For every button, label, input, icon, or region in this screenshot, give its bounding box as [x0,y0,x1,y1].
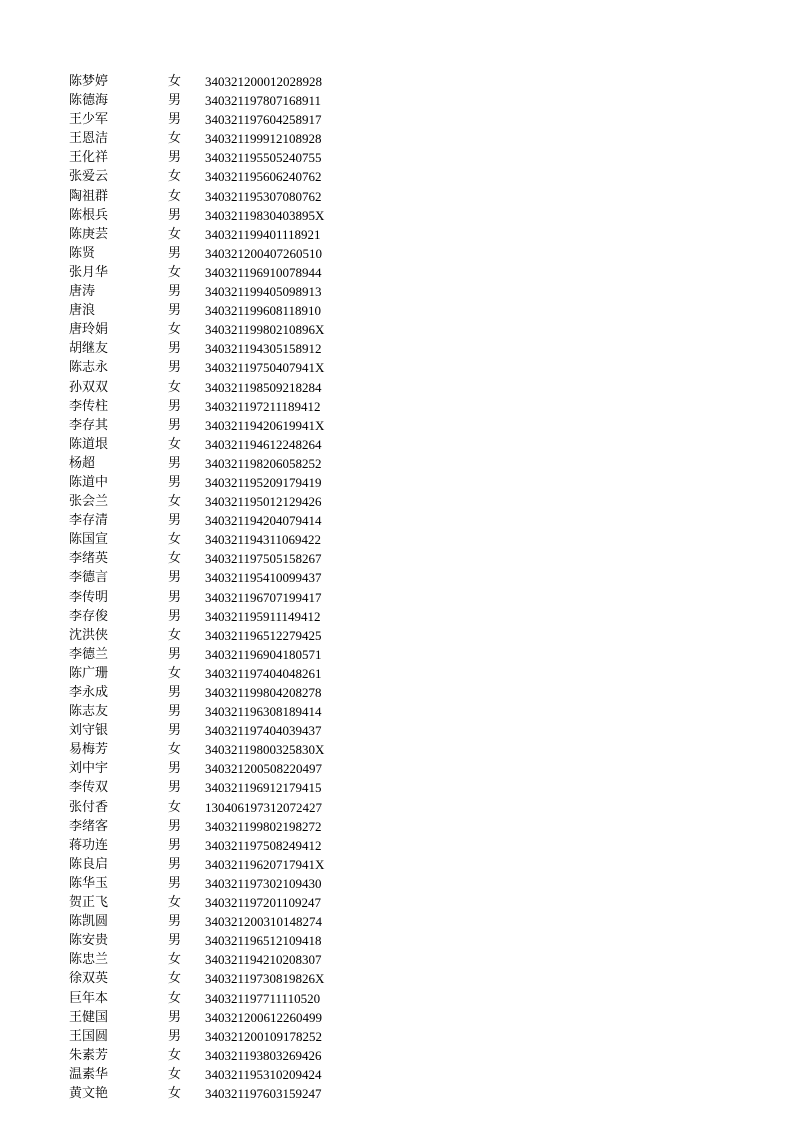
sex-cell: 女 [168,169,182,185]
table-row [0,454,793,473]
name-cell: 李传双 [69,780,109,796]
name-cell: 贺正飞 [69,895,109,911]
id-number-cell: 340321194311069422 [205,532,322,548]
id-number-cell: 340321196512279425 [205,627,322,643]
sex-cell: 男 [168,303,182,319]
sex-cell: 女 [168,436,182,452]
id-number-cell: 340321197604258917 [205,112,322,128]
id-number-cell: 340321197505158267 [205,551,322,567]
table-row [0,1084,793,1103]
name-cell: 李传柱 [69,398,109,414]
name-cell: 巨年本 [69,990,109,1006]
sex-cell: 男 [168,723,182,739]
sex-cell: 男 [168,513,182,529]
name-cell: 李存俊 [69,608,109,624]
table-row [0,473,793,492]
name-cell: 刘守银 [69,723,109,739]
table-row [0,282,793,301]
name-cell: 李绪英 [69,551,109,567]
id-number-cell: 340321199401118921 [205,226,321,242]
id-number-cell: 340321200612260499 [205,1009,322,1025]
table-row [0,148,793,167]
id-number-cell: 340321199912108928 [205,131,322,147]
table-row [0,607,793,626]
sex-cell: 女 [168,627,182,643]
sex-cell: 男 [168,150,182,166]
id-number-cell: 340321195307080762 [205,188,322,204]
name-cell: 陈安贵 [69,933,109,949]
id-number-cell: 340321200109178252 [205,1028,322,1044]
sex-cell: 男 [168,646,182,662]
id-number-cell: 34032119800325830X [205,742,325,758]
id-number-cell: 340321197404048261 [205,665,322,681]
name-cell: 陈梦婷 [69,74,109,89]
sex-cell: 女 [168,742,182,758]
id-number-cell: 340321195505240755 [205,150,322,166]
sex-cell: 女 [168,1066,182,1082]
id-number-cell: 340321196904180571 [205,646,322,662]
table-row [0,511,793,530]
table-row [0,626,793,645]
table-row [0,339,793,358]
id-number-cell: 340321195209179419 [205,474,322,490]
name-cell: 易梅芳 [69,742,109,758]
id-number-cell: 130406197312072427 [205,799,322,815]
name-cell: 王恩洁 [69,131,109,147]
sex-cell: 男 [168,818,182,834]
name-cell: 陈广珊 [69,665,109,681]
table-row [0,989,793,1008]
name-cell: 陈华玉 [69,875,109,891]
name-cell: 陈德海 [69,93,109,109]
table-row [0,187,793,206]
sex-cell: 女 [168,226,182,242]
name-cell: 张爱云 [69,169,109,185]
name-cell: 李德兰 [69,646,109,662]
table-row [0,912,793,931]
name-cell: 李绪客 [69,818,109,834]
sex-cell: 女 [168,74,182,89]
id-number-cell: 340321199405098913 [205,284,322,300]
id-number-cell: 340321197211189412 [205,398,321,414]
name-cell: 王化祥 [69,150,109,166]
sex-cell: 男 [168,608,182,624]
sex-cell: 男 [168,589,182,605]
id-number-cell: 340321198509218284 [205,379,322,395]
name-cell: 张付香 [69,799,109,815]
id-number-cell: 340321196308189414 [205,704,322,720]
id-number-cell: 340321197404039437 [205,723,322,739]
sex-cell: 女 [168,895,182,911]
sex-cell: 男 [168,1009,182,1025]
sex-cell: 女 [168,188,182,204]
name-cell: 陈志永 [69,360,109,376]
id-number-cell: 340321199608118910 [205,303,322,319]
id-number-cell: 340321200407260510 [205,245,322,261]
name-cell: 陈国宣 [69,532,109,548]
sex-cell: 男 [168,780,182,796]
name-cell: 朱素芳 [69,1047,109,1063]
id-number-cell: 340321195410099437 [205,570,322,586]
name-cell: 温素华 [69,1066,109,1082]
sex-cell: 女 [168,952,182,968]
id-number-cell: 340321194210208307 [205,952,322,968]
name-cell: 陈道中 [69,474,109,490]
id-number-cell: 340321195606240762 [205,169,322,185]
sex-cell: 女 [168,379,182,395]
table-row [0,206,793,225]
id-number-cell: 340321195310209424 [205,1066,322,1082]
table-row [0,778,793,797]
name-cell: 陈良启 [69,856,109,872]
name-cell: 唐涛 [69,284,96,300]
id-number-cell: 340321197807168911 [205,93,322,109]
sex-cell: 男 [168,245,182,261]
table-row [0,893,793,912]
sex-cell: 男 [168,570,182,586]
id-number-cell: 340321194305158912 [205,341,322,357]
table-row [0,416,793,435]
name-cell: 张月华 [69,264,109,280]
name-cell: 王少军 [69,112,109,128]
name-cell: 李存清 [69,513,109,529]
table-row [0,702,793,721]
table-row [0,91,793,110]
roster-table [0,72,793,1103]
table-row [0,740,793,759]
sex-cell: 女 [168,990,182,1006]
table-row [0,645,793,664]
id-number-cell: 340321196910078944 [205,264,322,280]
id-number-cell: 340321200012028928 [205,74,322,89]
table-row [0,855,793,874]
table-row [0,874,793,893]
name-cell: 王国圆 [69,1028,109,1044]
name-cell: 陈志友 [69,704,109,720]
name-cell: 陶祖群 [69,188,109,204]
id-number-cell: 340321193803269426 [205,1047,322,1063]
table-row [0,244,793,263]
id-number-cell: 340321196707199417 [205,589,322,605]
id-number-cell: 340321197508249412 [205,837,322,853]
id-number-cell: 340321197711110520 [205,990,321,1006]
sex-cell: 男 [168,417,182,433]
sex-cell: 女 [168,532,182,548]
table-row [0,378,793,397]
table-row [0,721,793,740]
sex-cell: 男 [168,93,182,109]
sex-cell: 男 [168,398,182,414]
table-row [0,397,793,416]
id-number-cell: 340321197201109247 [205,895,322,911]
table-row [0,225,793,244]
table-row [0,568,793,587]
sex-cell: 男 [168,360,182,376]
table-row [0,435,793,454]
table-row [0,129,793,148]
sex-cell: 女 [168,665,182,681]
id-number-cell: 34032119730819826X [205,971,325,987]
sex-cell: 男 [168,341,182,357]
id-number-cell: 340321194612248264 [205,436,322,452]
sex-cell: 男 [168,685,182,700]
name-cell: 王健国 [69,1009,109,1025]
sex-cell: 女 [168,551,182,567]
sex-cell: 男 [168,284,182,300]
sex-cell: 女 [168,1085,182,1101]
sex-cell: 男 [168,914,182,930]
name-cell: 李德言 [69,570,109,586]
name-cell: 陈庚芸 [69,226,109,242]
table-row [0,950,793,969]
id-number-cell: 34032119830403895X [205,207,325,223]
sex-cell: 男 [168,761,182,777]
sex-cell: 女 [168,131,182,147]
table-row [0,263,793,282]
id-number-cell: 340321194204079414 [205,513,322,529]
sex-cell: 男 [168,455,182,471]
table-row [0,320,793,339]
sex-cell: 男 [168,837,182,853]
sex-cell: 男 [168,856,182,872]
name-cell: 张会兰 [69,494,109,510]
table-row [0,1065,793,1084]
id-number-cell: 340321200508220497 [205,761,322,777]
sex-cell: 男 [168,112,182,128]
name-cell: 胡继友 [69,341,109,357]
sex-cell: 女 [168,322,182,338]
name-cell: 李传明 [69,589,109,605]
sex-cell: 女 [168,264,182,280]
id-number-cell: 340321195911149412 [205,608,321,624]
name-cell: 唐浪 [69,303,96,319]
sex-cell: 男 [168,474,182,490]
sex-cell: 男 [168,875,182,891]
id-number-cell: 340321197302109430 [205,875,322,891]
name-cell: 陈道垠 [69,436,109,452]
table-row [0,301,793,320]
table-row [0,683,793,702]
id-number-cell: 340321196512109418 [205,933,322,949]
table-row [0,167,793,186]
name-cell: 徐双英 [69,971,109,987]
table-row [0,664,793,683]
name-cell: 李存其 [69,417,109,433]
sex-cell: 女 [168,971,182,987]
id-number-cell: 340321196912179415 [205,780,322,796]
sex-cell: 女 [168,1047,182,1063]
table-row [0,759,793,778]
name-cell: 蒋功连 [69,837,109,853]
id-number-cell: 340321195012129426 [205,494,322,510]
table-row [0,1027,793,1046]
id-number-cell: 34032119750407941X [205,360,325,376]
table-row [0,817,793,836]
name-cell: 刘中宇 [69,761,109,777]
sex-cell: 男 [168,933,182,949]
name-cell: 陈贤 [69,245,96,261]
name-cell: 陈忠兰 [69,952,109,968]
sex-cell: 女 [168,494,182,510]
name-cell: 陈根兵 [69,207,109,223]
table-row [0,798,793,817]
table-row [0,1046,793,1065]
id-number-cell: 34032119620717941X [205,856,325,872]
table-row [0,492,793,511]
id-number-cell: 340321200310148274 [205,914,322,930]
name-cell: 李永成 [69,685,109,700]
table-row [0,1008,793,1027]
sex-cell: 男 [168,704,182,720]
table-row [0,931,793,950]
sex-cell: 男 [168,207,182,223]
table-row [0,588,793,607]
table-row [0,836,793,855]
id-number-cell: 340321199804208278 [205,685,322,700]
id-number-cell: 340321199802198272 [205,818,322,834]
name-cell: 唐玲娟 [69,322,109,338]
name-cell: 黄文艳 [69,1085,109,1101]
sex-cell: 男 [168,1028,182,1044]
id-number-cell: 34032119980210896X [205,322,325,338]
table-row [0,549,793,568]
table-row [0,358,793,377]
sex-cell: 女 [168,799,182,815]
name-cell: 孙双双 [69,379,109,395]
name-cell: 沈洪侠 [69,627,109,643]
name-cell: 陈凯圆 [69,914,109,930]
name-cell: 杨超 [69,455,96,471]
table-row [0,110,793,129]
table-row [0,530,793,549]
id-number-cell: 34032119420619941X [205,417,325,433]
id-number-cell: 340321197603159247 [205,1085,322,1101]
id-number-cell: 340321198206058252 [205,455,322,471]
table-row [0,72,793,91]
table-row [0,969,793,988]
